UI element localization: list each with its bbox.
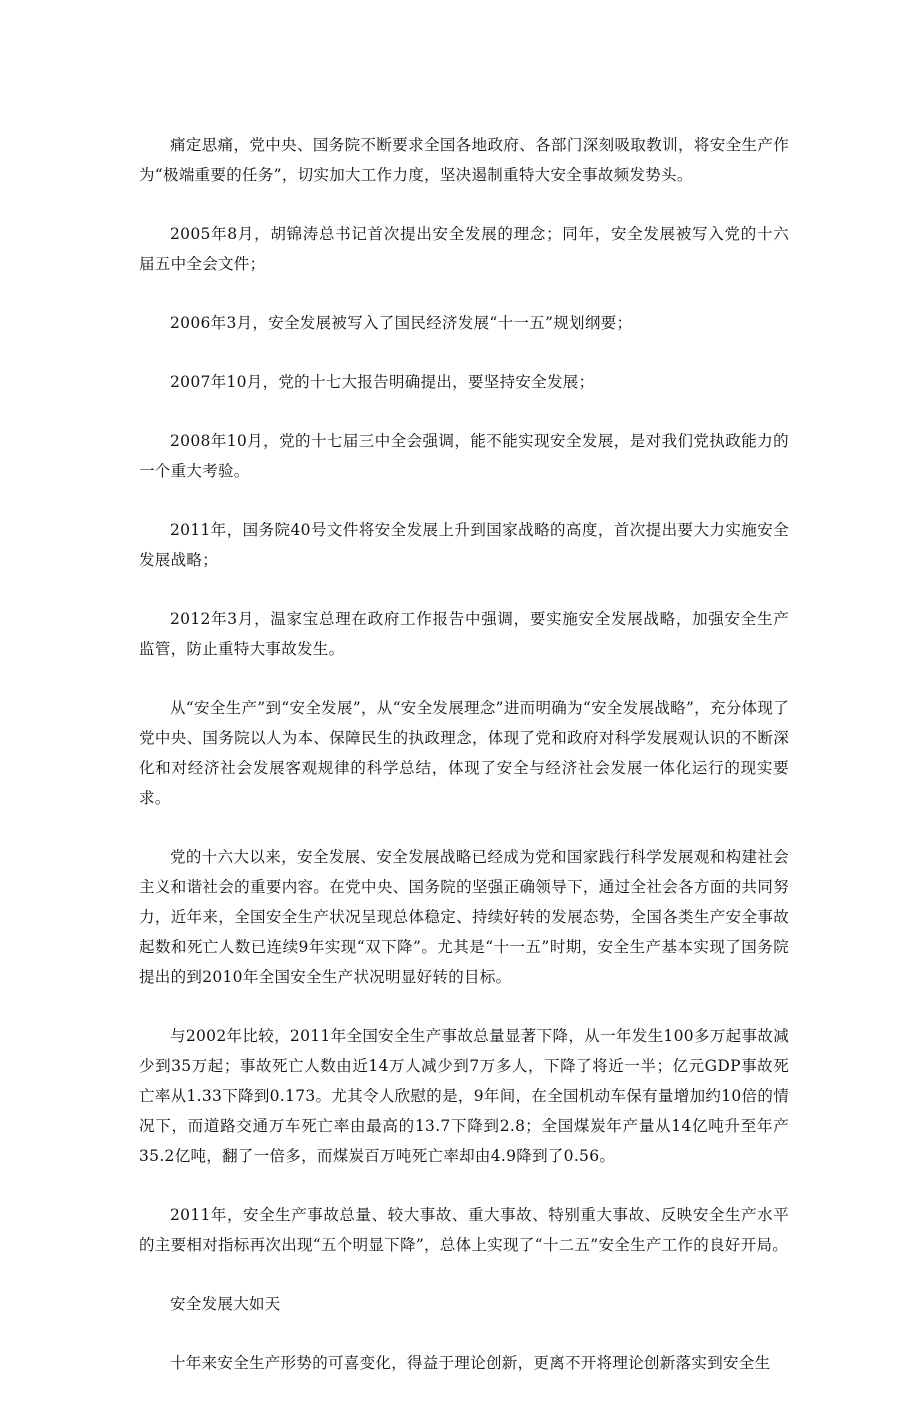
paragraph-2012: 2012年3月，温家宝总理在政府工作报告中强调，要实施安全发展战略，加强安全生产监管，防止重特大事故发生。 — [139, 610, 789, 658]
paragraph-2011-summary: 2011年，安全生产事故总量、较大事故、重大事故、特别重大事故、反映安全生产水平的主要相对指标再次出现“五个明显下降”，总体上实现了“十二五”安全生产工作的良好开局。 — [139, 1206, 789, 1254]
document-body — [139, 130, 789, 1407]
paragraph-achievements: 党的十六大以来，安全发展、安全发展战略已经成为党和国家践行科学发展观和构建社会主义和谐社会的重要内容。在党中央、国务院的坚强正确领导下，通过全社会各方面的共同努力，近年来，全国安全生产状况呈现总体稳定、持续好转的发展态势，全国各类生产安全事故起数和死亡人数已连续9年实现“双下降”。尤其是“十一五”时期，安全生产基本实现了国务院提出的到2010年全国安全生产状况明显好转的目标。 — [139, 848, 789, 986]
section-heading: 安全发展大如天 — [170, 1295, 281, 1313]
paragraph-2006: 2006年3月，安全发展被写入了国民经济发展“十一五”规划纲要； — [170, 314, 633, 332]
paragraph-2008: 2008年10月，党的十七届三中全会强调，能不能实现安全发展，是对我们党执政能力的一个重大考验。 — [139, 432, 789, 480]
paragraph-statistics: 与2002年比较，2011年全国安全生产事故总量显著下降，从一年发生100多万起事故减少到35万起；事故死亡人数由近14万人减少到7万多人，下降了将近一半；亿元GDP事故死亡率从1.33下降到0.173。尤其令人欣慰的是，9年间，在全国机动车保有量增加约10倍的情况下，而道路交通万车死亡率由最高的13.7下降到2.8；全国煤炭年产量从14亿吨升至年产35.2亿吨，翻了一倍多，而煤炭百万吨死亡率却由4.9降到了0.56。 — [139, 1027, 789, 1165]
paragraph-2007: 2007年10月，党的十七大报告明确提出，要坚持安全发展； — [170, 373, 595, 391]
paragraph-2011-strategy: 2011年，国务院40号文件将安全发展上升到国家战略的高度，首次提出要大力实施安全发展战略； — [139, 521, 789, 569]
paragraph-concept-evolution: 从“安全生产”到“安全发展”，从“安全发展理念”进而明确为“安全发展战略”，充分体现了党中央、国务院以人为本、保障民生的执政理念，体现了党和政府对科学发展观认识的不断深化和对经济社会发展客观规律的科学总结，体现了安全与经济社会发展一体化运行的现实要求。 — [139, 699, 789, 807]
paragraph-2005: 2005年8月，胡锦涛总书记首次提出安全发展的理念；同年，安全发展被写入党的十六届五中全会文件； — [139, 225, 789, 273]
paragraph-intro: 痛定思痛，党中央、国务院不断要求全国各地政府、各部门深刻吸取教训，将安全生产作为“极端重要的任务”，切实加大工作力度，坚决遏制重特大安全事故频发势头。 — [139, 136, 789, 184]
paragraph-continuation: 十年来安全生产形势的可喜变化，得益于理论创新，更离不开将理论创新落实到安全生 — [170, 1354, 771, 1372]
